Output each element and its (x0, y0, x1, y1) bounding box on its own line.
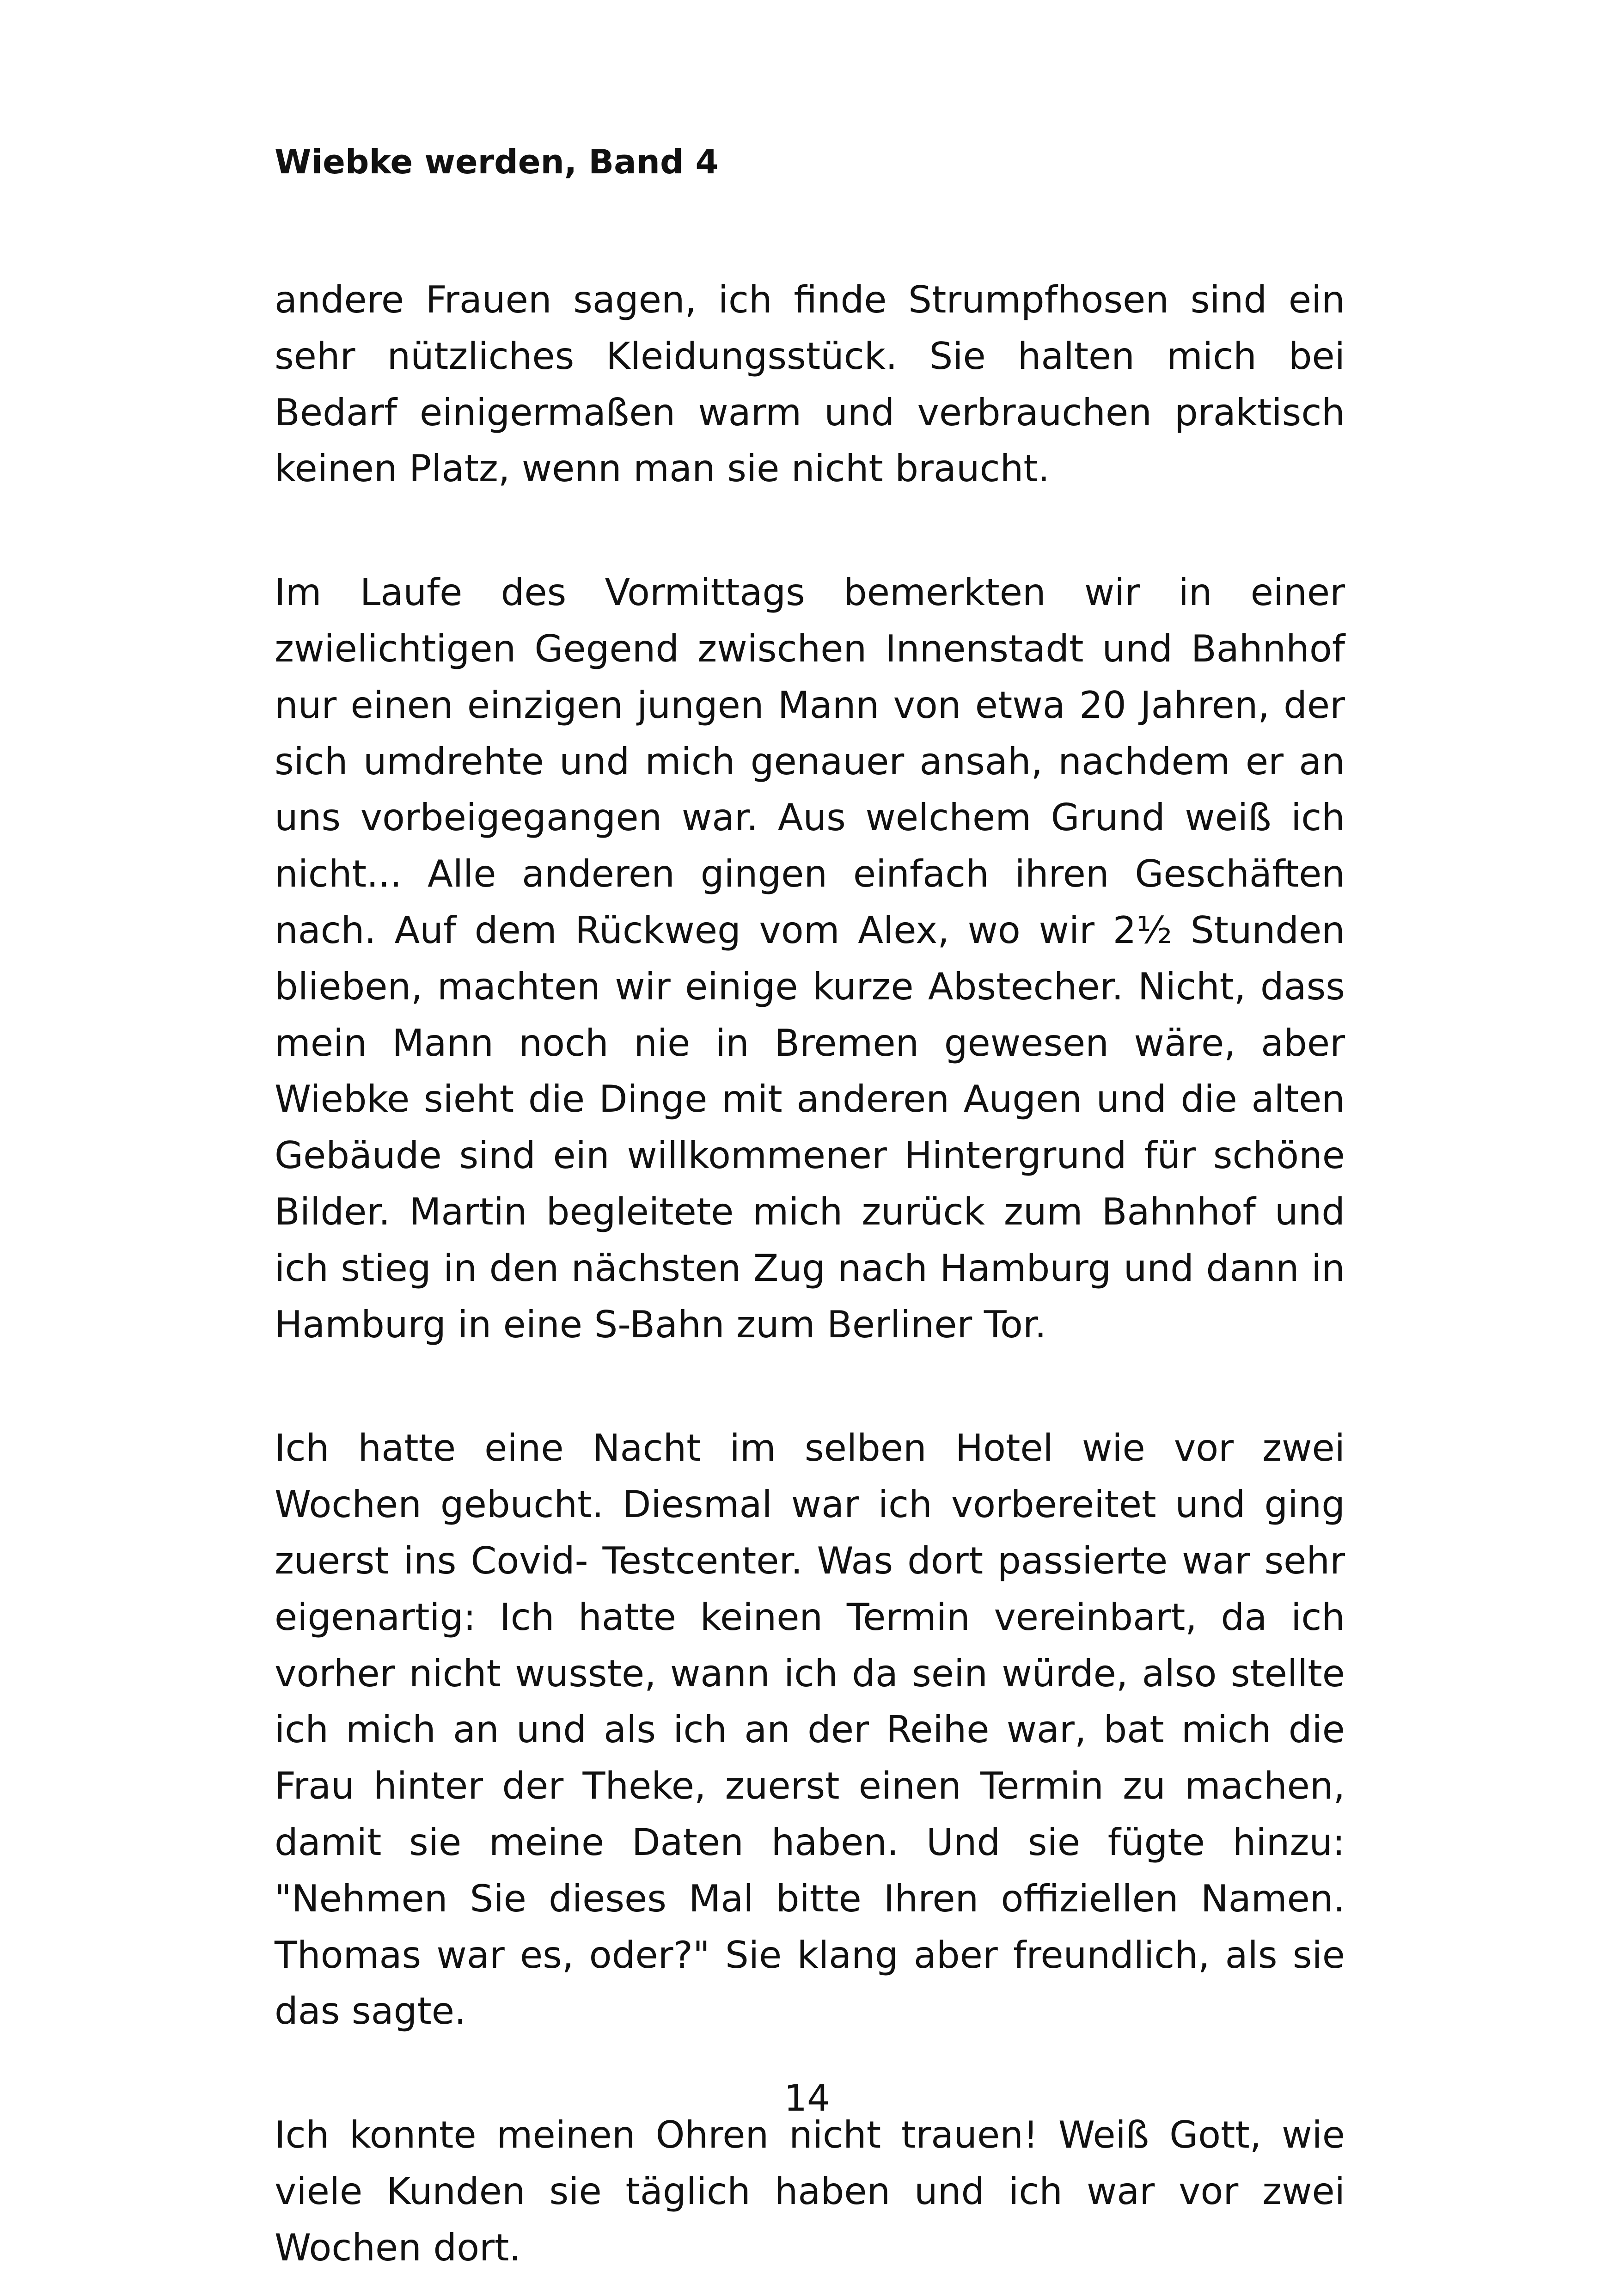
paragraph-2: Im Laufe des Vormittags bemerkten wir in einer zwielichtigen Gegend zwischen Innenstadt und Bahnhof nur einen einzigen jungen Mann von etwa 20 Jahren, der sich umdrehte und mich genauer ansah, nachdem er an uns vorbeigegangen war. Aus welchem Grund weiß ich nicht... Alle anderen gingen einfach ihren Geschäften nach. Auf dem Rückweg vom Alex, wo wir 2½ Stunden blieben, machten wir einige kurze Abstecher. Nicht, dass mein Mann noch nie in Bremen gewesen wäre, aber Wiebke sieht die Dinge mit anderen Augen und die alten Gebäude sind ein willkommener Hintergrund für schöne Bilder. Martin begleitete mich zurück zum Bahnhof und ich stieg in den nächsten Zug nach Hamburg und dann in Hamburg in eine S-Bahn zum Berliner Tor. (275, 571, 1345, 1346)
paragraph-1: andere Frauen sagen, ich finde Strumpfhosen sind ein sehr nützliches Kleidungsstück. Sie halten mich bei Bedarf einigermaßen warm und verbrauchen praktisch keinen Platz, wenn man sie nicht braucht. (275, 278, 1345, 490)
paragraph-3: Ich hatte eine Nacht im selben Hotel wie vor zwei Wochen gebucht. Diesmal war ich vorbereitet und ging zuerst ins Covid- Testcenter. Was dort passierte war sehr eigenartig: Ich hatte keinen Termin vereinbart, da ich vorher nicht wusste, wann ich da sein würde, also stellte ich mich an und als ich an der Reihe war, bat mich die Frau hinter der Theke, zuerst einen Termin zu machen, damit sie meine Daten haben. Und sie fügte hinzu: "Nehmen Sie dieses Mal bitte Ihren offiziellen Namen. Thomas war es, oder?" Sie klang aber freundlich, als sie das sagte. (275, 1427, 1345, 2033)
running-header: Wiebke werden, Band 4 (275, 142, 719, 181)
body-text (275, 272, 1345, 2276)
paragraph-4: Ich konnte meinen Ohren nicht trauen! Weiß Gott, wie viele Kunden sie täglich haben und ich war vor zwei Wochen dort. (275, 2113, 1345, 2269)
page-number: 14 (784, 2078, 830, 2119)
